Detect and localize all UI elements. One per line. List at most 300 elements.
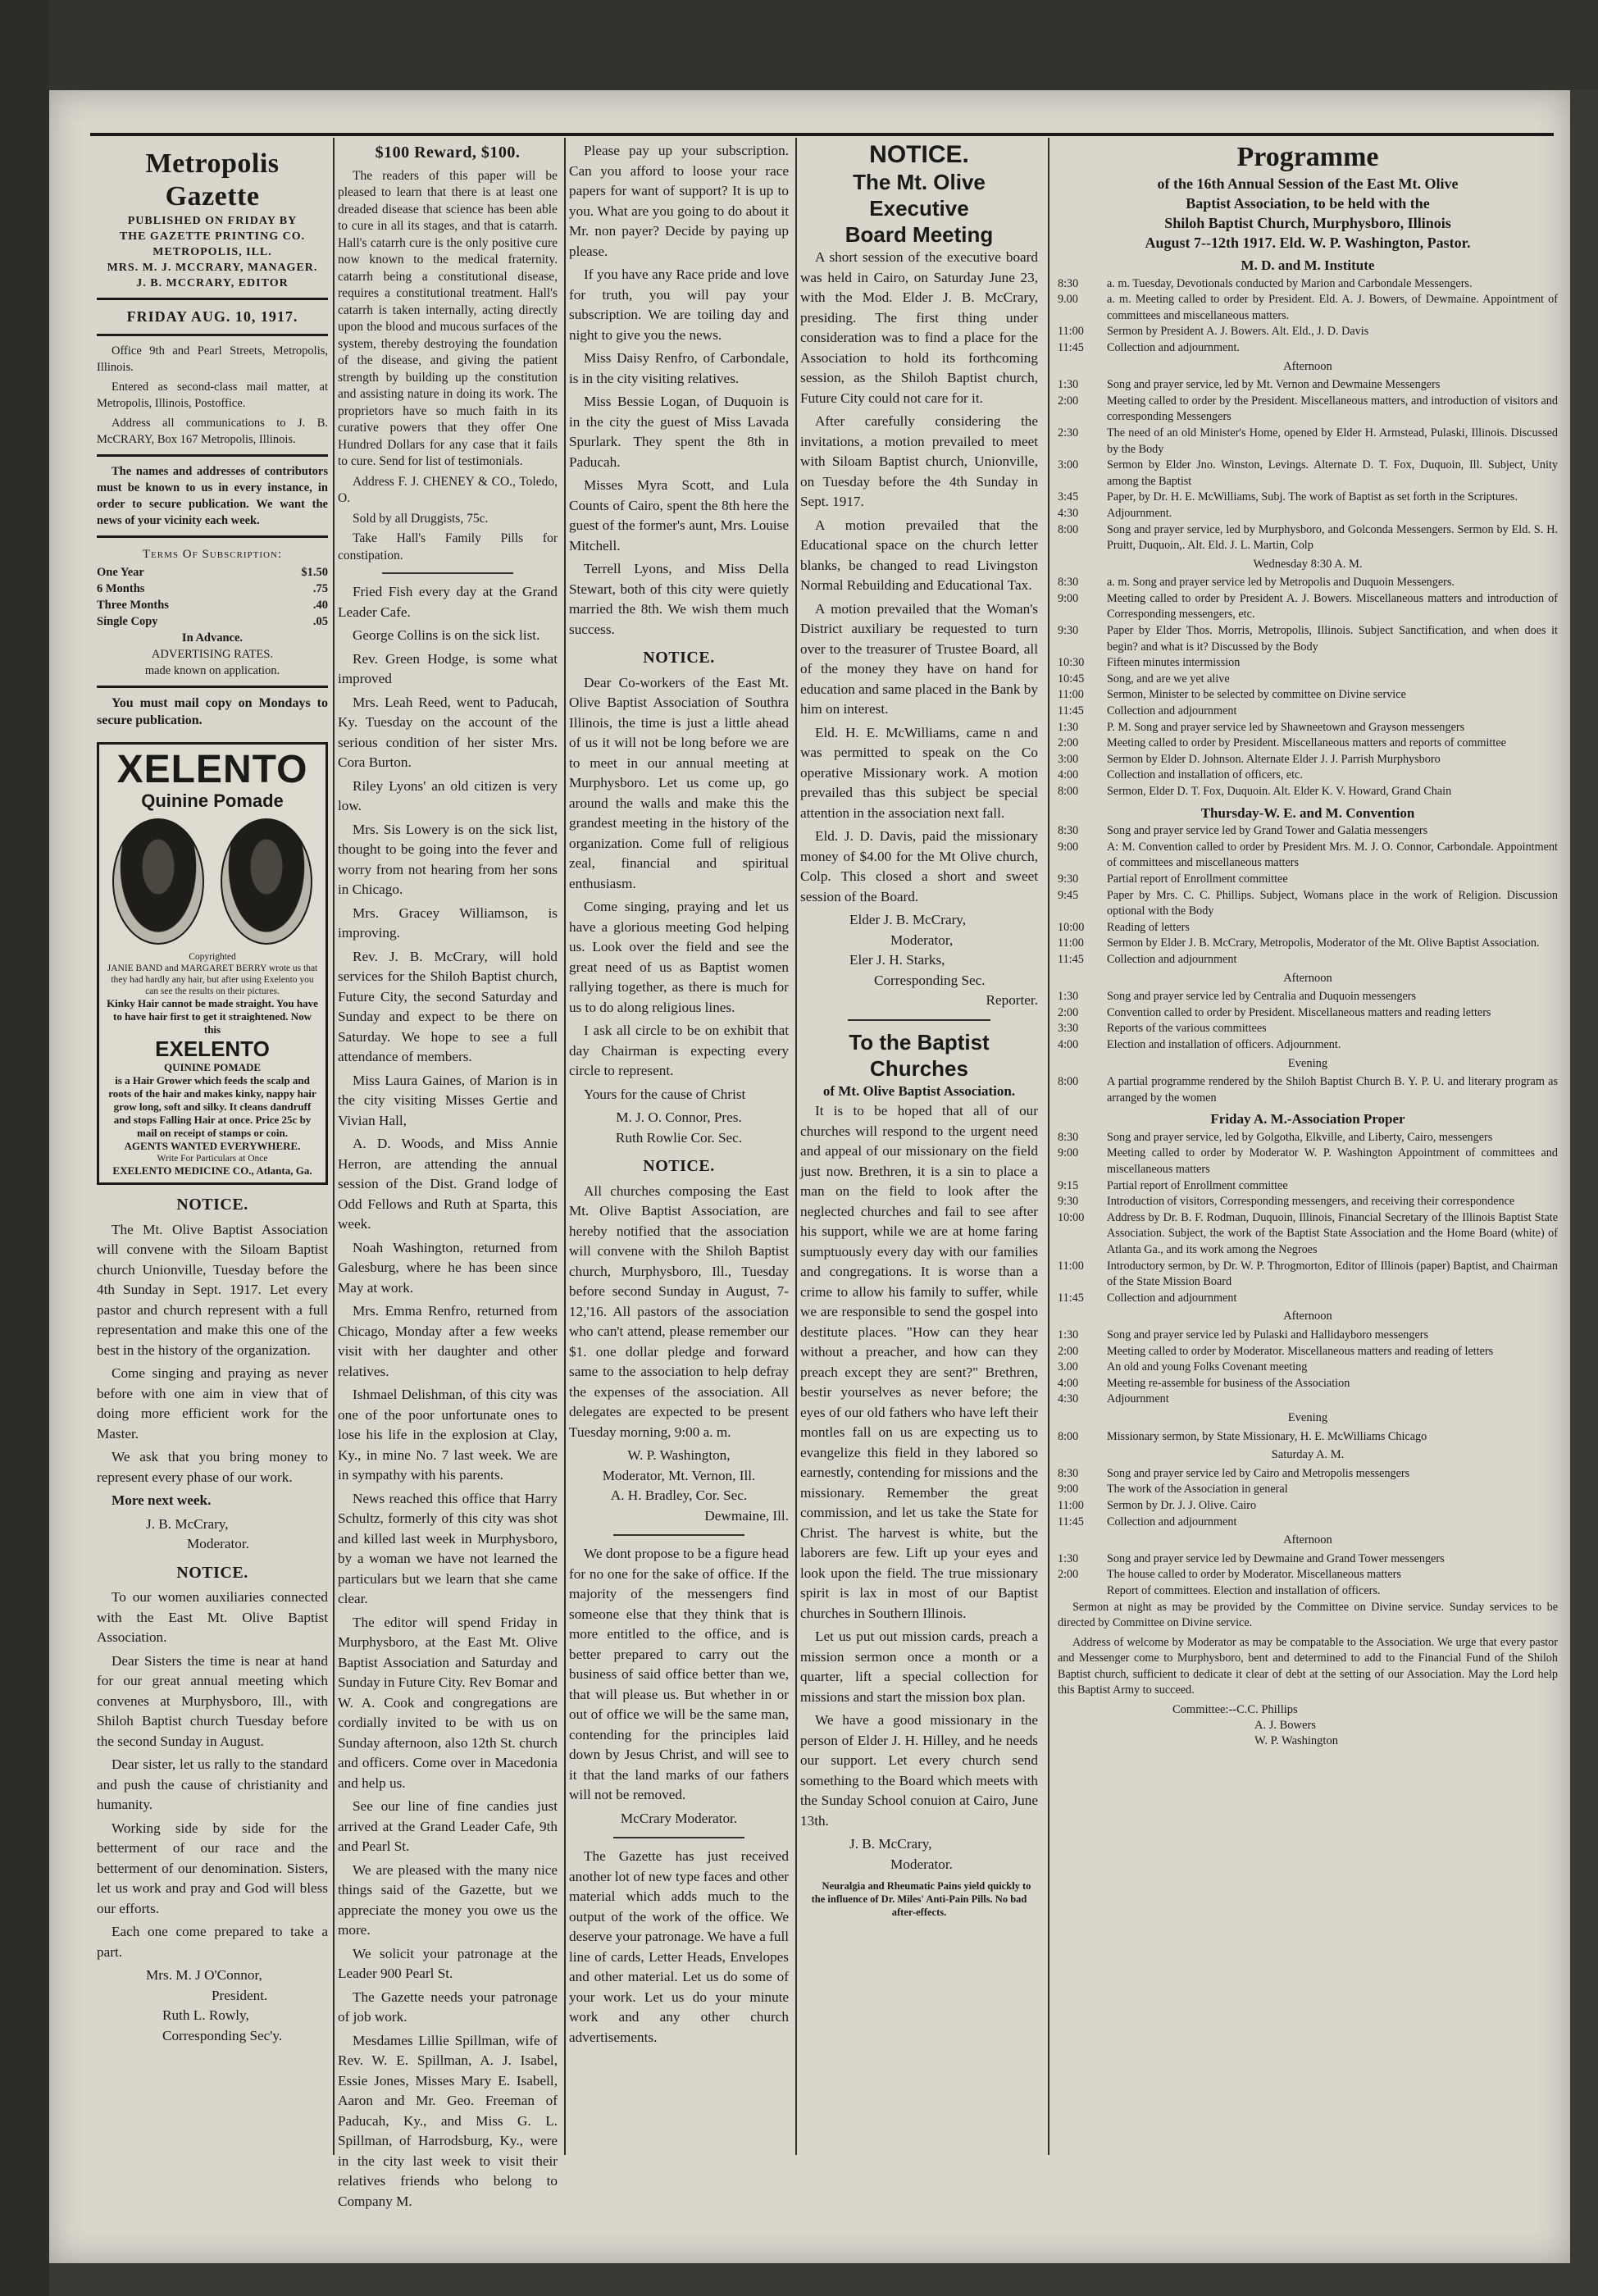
reward-body: The readers of this paper will be pleased to learn that there is at least one dreaded disease that science has been able to cure in all its stages, and that is catarrh. Hall's catarrh cure is the only positive cure now known to the medical fraternity. catarrh being a constitutional disease, requires a constitutional treatment. Hall's catarrh is taken internally, acting directly upon the blood and mucous surfaces of the system, thereby destroying the foundation of the disease, and giving the patient strength by building up the constitution and assisting nature in doing its work. The proprietors have so much faith in its curative powers that they offer One Hundred Dollars for any case that it fails to cure. Send for list of testimonials. xyxy=(338,168,558,468)
divider xyxy=(97,454,328,457)
local-item: Please pay up your subscription. Can you afford to loose your race papers for want of support? It is up to you. What are you going to do about it Mr. non payer? Decide by paying up please. xyxy=(569,143,789,259)
paragraph: We ask that you bring money to represent every phase of our work. xyxy=(97,1449,328,1485)
programme-subheading: Afternoon xyxy=(1283,1310,1332,1323)
signature: Ruth Rowlie Cor. Sec. xyxy=(615,1129,743,1146)
programme-time: 3.00 xyxy=(1058,1360,1078,1374)
programme-subheading: Afternoon xyxy=(1283,359,1332,373)
programme-item: Song, and are we yet alive xyxy=(1107,672,1230,686)
divider xyxy=(97,535,328,538)
paragraph: The Mt. Olive Baptist Association will convene with the Siloam Baptist church Unionville, Tuesday before the 4th Sunday in Sept. 1917. Let every pastor and church represent with a full representation and make this one of the best in the history of the organization. xyxy=(97,1221,328,1358)
ad-photos xyxy=(104,818,321,945)
programme-row xyxy=(1058,1130,1558,1146)
programme-time: 11:00 xyxy=(1058,1498,1084,1512)
programme-item: Song and prayer service, led by Golgotha, Elkville, and Liberty, Cairo, messengers xyxy=(1107,1130,1493,1144)
local-item: Rev. Green Hodge, is some what improved xyxy=(338,650,558,686)
programme-item: Sermon, Minister to be selected by committee on Divine service xyxy=(1107,688,1406,702)
programme-row xyxy=(1058,823,1558,840)
programme-row xyxy=(1058,672,1558,688)
programme-time: 4:00 xyxy=(1058,1037,1079,1051)
programme-subheading: Afternoon xyxy=(1283,971,1332,985)
programme-row xyxy=(1058,340,1558,357)
programme-time: 3:45 xyxy=(1058,490,1079,504)
ad-body: is a Hair Grower which feeds the scalp and roots of the hair and makes kinky, nappy hair grow long, soft and silky. It cleans dandruff and stops Falling Hair at once. Price 25c by mail on receipt of stamps or coin. xyxy=(108,1074,316,1139)
programme-time: 1:30 xyxy=(1058,378,1079,392)
programme-time: 3:00 xyxy=(1058,752,1079,766)
reward-heading: $100 Reward, $100. xyxy=(375,144,521,162)
divider xyxy=(97,686,328,688)
local-item: Miss Daisy Renfro, of Carbondale, is in the city visiting relatives. xyxy=(569,350,789,386)
masthead-line: PUBLISHED ON FRIDAY BY xyxy=(127,215,298,227)
local-item: Mrs. Leah Reed, went to Paducah, Ky. Tuesday on the account of the serious condition of her sister Mrs. Cora Burton. xyxy=(338,694,558,770)
programme-row xyxy=(1058,506,1558,522)
paragraph: Dear Sisters the time is near at hand for our great annual meeting which convenes at Murphysboro, Ill., with Shiloh Baptist church Tuesday before the second Sunday in August. xyxy=(97,1652,328,1749)
programme-time: 8:00 xyxy=(1058,1075,1079,1089)
programme-time: 11:45 xyxy=(1058,340,1084,354)
programme-item: Sermon by Elder Jno. Winston, Levings. Alternate D. T. Fox, Duquoin, Ill. Subject, Unity among the Baptist xyxy=(1107,458,1558,488)
signature: Moderator. xyxy=(187,1536,249,1551)
paragraph: Come singing, praying and let us have a glorious meeting God helping us. Look over the field and see the great need of us as Baptist women rallying together, as there is much for us to do along religious lines. xyxy=(569,899,789,1015)
programme-column xyxy=(1058,141,1558,1749)
column-4 xyxy=(800,141,1038,1922)
paragraph: Eld. H. E. McWilliams, came n and was permitted to speak on the Co operative Missionary work. A motion prevailed thas this subject be special attention in the association next fall. xyxy=(800,724,1038,821)
programme-item: Sermon by Elder J. B. McCrary, Metropolis, Moderator of the Mt. Olive Baptist Association. xyxy=(1107,936,1540,950)
ad-brand: EXELENTO xyxy=(155,1036,270,1061)
programme-subheading: Wednesday 8:30 A. M. xyxy=(1253,557,1363,571)
office-notice: Office 9th and Pearl Streets, Metropolis, Illinois. xyxy=(97,344,328,374)
signature: M. J. O. Connor, Pres. xyxy=(616,1109,742,1125)
programme-row xyxy=(1058,1551,1558,1568)
signature: Elder J. B. McCrary, xyxy=(849,912,967,927)
programme-item: Meeting called to order by Moderator W. P. Washington Appointment of committees and miscellaneous matters xyxy=(1107,1146,1558,1177)
programme-row xyxy=(1058,1074,1558,1106)
programme-time: 9:30 xyxy=(1058,1195,1079,1209)
masthead-line: METROPOLIS, ILL. xyxy=(153,246,272,258)
programme-subtitle: Baptist Association, to be held with the xyxy=(1186,195,1430,212)
programme-row xyxy=(1058,1210,1558,1259)
programme-row xyxy=(1058,872,1558,888)
local-item: Mrs. Emma Renfro, returned from Chicago, Monday after a few weeks visit with her daughter and other relatives. xyxy=(338,1303,558,1379)
programme-row xyxy=(1058,952,1558,968)
ad-copyright: Copyrighted xyxy=(189,952,236,962)
programme-row xyxy=(1058,1498,1558,1515)
programme-time: 11:45 xyxy=(1058,704,1084,718)
paragraph: The Gazette has just received another lot of new type faces and other material which adds much to the output of the work of the office. We deserve your patronage. We have a full line of cards, Letter Heads, Envelopes and other material. Let us do some of your work. Let us do your minute work and any other church advertisements. xyxy=(569,1848,789,2045)
ad-write: Write For Particulars at Once xyxy=(157,1154,268,1164)
local-item: We solicit your patronage at the Leader 900 Pearl St. xyxy=(338,1945,558,1981)
programme-subtitle: August 7--12th 1917. Eld. W. P. Washington, Pastor. xyxy=(1145,235,1471,251)
portrait-image xyxy=(112,818,204,945)
programme-item: Sermon, Elder D. T. Fox, Duquoin. Alt. Elder K. V. Howard, Grand Chain xyxy=(1107,785,1452,798)
programme-row xyxy=(1058,575,1558,591)
programme-row xyxy=(1058,276,1558,293)
paragraph: I ask all circle to be on exhibit that day Chairman is expecting every circle to represent. xyxy=(569,1023,789,1078)
programme-time: 1:30 xyxy=(1058,990,1079,1004)
programme-row xyxy=(1058,736,1558,752)
application-note: made known on application. xyxy=(144,664,280,677)
paragraph: Dear Co-workers of the East Mt. Olive Baptist Association of Southra Illinois, the time is just a little ahead of us it will not be long before we are to meet in our annual meeting at Murphysboro. Let us come up, go around the walls and make this the grandest meeting in the history of the organization. Come full of religious zeal, financial and spiritual enthusiasm. xyxy=(569,674,789,891)
terms-row: Single Copy .05 xyxy=(97,615,328,628)
programme-time: 4:30 xyxy=(1058,506,1079,520)
programme-item: Collection and adjournment xyxy=(1107,704,1237,718)
notice-heading: NOTICE. xyxy=(643,1157,715,1175)
programme-row xyxy=(1058,522,1558,554)
programme-item: Partial report of Enrollment committee xyxy=(1107,872,1288,886)
article-heading: To the Baptist Churches xyxy=(849,1029,990,1081)
column-rule xyxy=(333,138,335,2155)
programme-item: Meeting called to order by the President. Miscellaneous matters, and introduction of visitors and corresponding Messengers xyxy=(1107,394,1558,424)
paragraph: A short session of the executive board was held in Cairo, on Saturday June 23, with the Mod. Elder J. B. McCrary, presiding. The first thing under consideration was to find a place for the Association to hold its forthcoming session, as the Shiloh Baptist church, Future City could not care for it. xyxy=(800,249,1038,406)
mail-copy-notice: You must mail copy on Mondays to secure publication. xyxy=(97,696,328,727)
programme-time: 9:30 xyxy=(1058,624,1079,638)
programme-time: 9:15 xyxy=(1058,1178,1079,1192)
programme-time: 9:00 xyxy=(1058,1146,1079,1160)
programme-time: 10:30 xyxy=(1058,656,1085,670)
programme-item: Song and prayer service led by Pulaski and Hallidayboro messengers xyxy=(1107,1328,1429,1342)
programme-time: 1:30 xyxy=(1058,1328,1079,1342)
local-item: Fried Fish every day at the Grand Leader Cafe. xyxy=(338,584,558,620)
programme-row xyxy=(1058,768,1558,784)
divider xyxy=(382,572,514,574)
ad-caption: JANIE BAND and MARGARET BERRY wrote us that they had hardly any hair, but after using Exelento you can see the results on their pictures. xyxy=(107,963,318,996)
programme-row xyxy=(1058,784,1558,800)
programme-time: 3:30 xyxy=(1058,1022,1079,1036)
masthead-title: Metropolis Gazette xyxy=(145,148,280,212)
local-item: Terrell Lyons, and Miss Della Stewart, both of this city were quietly married the 8th. We wish them much success. xyxy=(569,561,789,637)
programme-item: Song and prayer service led by Dewmaine and Grand Tower messengers xyxy=(1107,1551,1445,1565)
programme-time: 10:00 xyxy=(1058,1210,1085,1224)
programme-row xyxy=(1058,377,1558,394)
signature: Dewmaine, Ill. xyxy=(704,1507,789,1524)
programme-time: 4:00 xyxy=(1058,1376,1079,1390)
top-rule xyxy=(90,133,1554,136)
contributors-notice: The names and addresses of contributors must be known to us in every instance, in order to secure publication. We want the news of your vicinity each week. xyxy=(97,464,328,527)
programme-item: Meeting called to order by President. Miscellaneous matters and reports of committee xyxy=(1107,736,1506,750)
programme-item: Song and prayer service, led by Mt. Vernon and Dewmaine Messengers xyxy=(1107,378,1441,392)
advance-note: In Advance. xyxy=(181,631,244,645)
scan-top-edge xyxy=(0,0,1598,90)
divider xyxy=(848,1019,990,1021)
signature: Ruth L. Rowly, xyxy=(162,2007,249,2023)
programme-item: a. m. Meeting called to order by President. Eld. A. J. Bowers, of Dewmaine. Appointment of committees and miscellaneous matters. xyxy=(1107,293,1558,322)
programme-time: 11:45 xyxy=(1058,1515,1084,1528)
programme-row xyxy=(1058,1482,1558,1498)
programme-row xyxy=(1058,1466,1558,1483)
programme-section-heading: Thursday-W. E. and M. Convention xyxy=(1200,804,1415,821)
programme-row xyxy=(1058,1376,1558,1392)
programme-item: Collection and adjournment xyxy=(1107,1515,1237,1528)
programme-item: Song and prayer service, led by Murphysboro, and Golconda Messengers. Sermon by Eld. S. H. Pruitt, Duquoin,. Alt. Eld. J. L. Martin, Colp xyxy=(1107,522,1558,553)
programme-item: Adjournment. xyxy=(1107,506,1172,520)
local-item: The editor will spend Friday in Murphysboro, at the East Mt. Olive Baptist Association and Saturday and Sunday in Future City. Rev Bomar and W. A. Cook and congregations are cordially invited to be with us on Sunday afternoon, also 12th St. church and officers. Come over in Macedonia and help us. xyxy=(338,1614,558,1791)
programme-row xyxy=(1058,888,1558,920)
programme-time: 9:30 xyxy=(1058,872,1079,886)
programme-row xyxy=(1058,936,1558,952)
local-item: Riley Lyons' an old citizen is very low. xyxy=(338,777,558,813)
local-item: Rev. J. B. McCrary, will hold services for the Shiloh Baptist church, Future City, the second Saturday and Sunday and expect to be there on Saturday. We hope to see a full attendance of members. xyxy=(338,948,558,1064)
column-rule xyxy=(564,138,566,2155)
article-heading: The Mt. Olive Executive xyxy=(853,170,986,221)
programme-row xyxy=(1058,989,1558,1005)
programme-row xyxy=(1058,1005,1558,1022)
signature: McCrary Moderator. xyxy=(620,1810,738,1826)
programme-item: Sermon by Dr. J. J. Olive. Cairo xyxy=(1107,1498,1257,1512)
signature: Corresponding Sec. xyxy=(874,972,986,988)
paragraph: Each one come prepared to take a part. xyxy=(97,1924,328,1960)
programme-row xyxy=(1058,490,1558,506)
divider xyxy=(97,298,328,300)
local-item: If you have any Race pride and love for truth, you will pay your subscription. We are toiling day and night to give you the news. xyxy=(569,266,789,343)
local-item: Mrs. Sis Lowery is on the sick list, thought to be going into the fever and worry from not hearing from her sons in Chicago. xyxy=(338,821,558,897)
programme-item: Convention called to order by President. Miscellaneous matters and reading letters xyxy=(1107,1005,1491,1019)
ad-title: XELENTO xyxy=(116,748,308,791)
programme-item: Paper by Elder Thos. Morris, Metropolis, Illinois. Subject Sanctification, and when does it begin? and what is it? Discussed by the Body xyxy=(1107,624,1558,654)
programme-item: A partial programme rendered by the Shiloh Baptist Church B. Y. P. U. and literary program as arranged by the women xyxy=(1107,1075,1558,1105)
programme-item: Collection and adjournment xyxy=(1107,1291,1237,1305)
signature: Mrs. M. J O'Connor, xyxy=(146,1967,262,1983)
programme-time: 11:45 xyxy=(1058,952,1084,966)
programme-row xyxy=(1058,920,1558,936)
programme-time: 11:00 xyxy=(1058,325,1084,339)
programme-row xyxy=(1058,1178,1558,1195)
programme-row xyxy=(1058,720,1558,736)
signature: W. P. Washington, xyxy=(627,1447,731,1463)
pill-advertisement: Neuralgia and Rheumatic Pains yield quickly to the influence of Dr. Miles' Anti-Pain Pills. No bad after-effects. xyxy=(811,1880,1031,1918)
programme-time: 11:00 xyxy=(1058,936,1084,950)
programme-row xyxy=(1058,687,1558,704)
programme-time: 9:00 xyxy=(1058,1483,1079,1496)
signature: J. B. McCrary, xyxy=(146,1515,229,1532)
programme-section-heading: Friday A. M.-Association Proper xyxy=(1210,1111,1405,1128)
xelento-advertisement xyxy=(97,742,328,1185)
programme-item: Collection and installation of officers, etc. xyxy=(1107,768,1303,782)
programme-sections xyxy=(1058,257,1558,1600)
programme-row xyxy=(1058,655,1558,672)
ad-line: Kinky Hair cannot be made straight. You have to have hair first to get it straightened. Now this xyxy=(107,997,318,1036)
programme-item: Introduction of visitors, Corresponding messengers, and receiving their correspondence xyxy=(1107,1195,1515,1209)
signature: Moderator. xyxy=(890,1856,953,1872)
programme-item: The need of an old Minister's Home, opened by Elder H. Armstead, Pulaski, Illinois. Discussed by the Body xyxy=(1107,426,1558,456)
programme-item: Paper, by Dr. H. E. McWilliams, Subj. The work of Baptist as set forth in the Scriptures. xyxy=(1107,490,1518,504)
committee-signature: A. J. Bowers xyxy=(1254,1719,1316,1733)
entered-notice: Entered as second-class mail matter, at Metropolis, Illinois, Postoffice. xyxy=(97,380,328,410)
programme-time: 2:00 xyxy=(1058,1005,1079,1019)
local-item: See our line of fine candies just arrived at the Grand Leader Cafe, 9th and Pearl St. xyxy=(338,1798,558,1854)
masthead-line: MRS. M. J. MCCRARY, MANAGER. xyxy=(107,262,318,274)
programme-item: Song and prayer service led by Grand Tower and Galatia messengers xyxy=(1107,824,1428,838)
programme-row xyxy=(1058,1583,1558,1600)
local-item: We are pleased with the many nice things said of the Gazette, but we appreciate the money you owe us the more. xyxy=(338,1861,558,1938)
scan-left-edge xyxy=(0,0,49,2296)
programme-time: 2:00 xyxy=(1058,394,1079,408)
programme-item: a. m. Tuesday, Devotionals conducted by Marion and Carbondale Messengers. xyxy=(1107,276,1473,290)
paragraph: It is to be hoped that all of our churches will respond to the urgent need and appeal of our missionary on the field just now. Brethren, it is a sin to place a man on the field to look after the neglected churches and fail to see after his support, while we are at home faring sumptuously every day with our families and congregations. It is worse than a crime to allow his family to suffer, while we are responsible to send the gospel into destitute places. "How can they hear without a preacher, and how can they preach except they are sent?" Brethren, bestir yourselves as never before; the eyes of our old fathers who have left their montles fall on us are expecting us to evangelize this field in they labored so earnestly, contending for missions and the missionary. Remember the great commission, and let us take the State for Christ. The harvest is white, but the laborers are few. Lift up your eyes and look upon the field. The true missionary spirit is lax in most of our Baptist churches in Southern Illinois. xyxy=(800,1103,1038,1621)
programme-item: Sermon by Elder D. Johnson. Alternate Elder J. J. Parrish Murphysboro xyxy=(1107,752,1441,766)
programme-time: 1:30 xyxy=(1058,720,1079,734)
programme-item: Reports of the various committees xyxy=(1107,1022,1267,1036)
terms-row: One Year $1.50 xyxy=(97,566,328,579)
programme-row xyxy=(1058,1259,1558,1291)
local-item: A. D. Woods, and Miss Annie Herron, are attending the annual session of the Dist. Grand lodge of Odd Fellows and Ruth at Sparta, this week. xyxy=(338,1136,558,1232)
programme-row xyxy=(1058,704,1558,720)
local-item: George Collins is on the sick list. xyxy=(353,627,540,643)
divider xyxy=(97,334,328,336)
programme-item: Introductory sermon, by Dr. W. P. Throgmorton, Editor of Illinois (paper) Baptist, and Chairman of the State Mission Board xyxy=(1107,1259,1558,1289)
local-item: Miss Laura Gaines, of Marion is in the city visiting Misses Gertie and Vivian Hall, xyxy=(338,1072,558,1128)
programme-time: 10:00 xyxy=(1058,920,1085,934)
paragraph: All churches composing the East Mt. Olive Baptist Association, are hereby notified that the association will convene with the Shiloh Baptist church, Murphysboro, Ill., Tuesday before second Sunday in August, 7-12,'16. All pastors of the association who can't attend, please remember our $1. one dollar pledge and forward same to the association to help defray the expenses of the association. All delegates are expected to be present Tuesday morning, 9:00 a. m. xyxy=(569,1182,789,1440)
signature: J. B. McCrary, xyxy=(849,1836,932,1852)
advertising-rates: ADVERTISING RATES. xyxy=(151,648,274,661)
programme-row xyxy=(1058,840,1558,872)
reward-pills: Take Hall's Family Pills for constipation. xyxy=(338,531,558,563)
reward-address: Address F. J. CHENEY & CO., Toledo, O. xyxy=(338,474,558,505)
programme-row xyxy=(1058,1146,1558,1178)
programme-row xyxy=(1058,623,1558,655)
local-item: Miss Bessie Logan, of Duquoin is in the city the guest of Miss Lavada Spurlark. They spent the 8th in Paducah. xyxy=(569,394,789,470)
paragraph: Come singing and praying as never before with one aim in view that of doing more efficient work for the Master. xyxy=(97,1365,328,1442)
notice-heading: NOTICE. xyxy=(643,649,715,667)
local-item: The Gazette needs your patronage of job work. xyxy=(338,1988,558,2025)
paragraph: We have a good missionary in the person of Elder J. H. Hilley, and he needs our support. Let every church send something to the Board which meets with the Sunday School conuion at Cairo, June 13th. xyxy=(800,1712,1038,1829)
programme-time: 1:30 xyxy=(1058,1551,1079,1565)
paragraph: Working side by side for the betterment of our race and the betterment of our denomination. Sisters, let us work and pray and God will bless our efforts. xyxy=(97,1820,328,1916)
terms-row: 6 Months .75 xyxy=(97,582,328,595)
programme-time: 8:30 xyxy=(1058,276,1079,290)
programme-row xyxy=(1058,591,1558,623)
programme-row xyxy=(1058,1021,1558,1037)
programme-row xyxy=(1058,458,1558,490)
reward-sold: Sold by all Druggists, 75c. xyxy=(353,511,489,526)
programme-time: 10:45 xyxy=(1058,672,1085,686)
programme-time: 4:00 xyxy=(1058,768,1079,782)
local-item: Noah Washington, returned from Galesburg, where he has been since May at work. xyxy=(338,1239,558,1296)
programme-subheading: Saturday A. M. xyxy=(1271,1448,1345,1462)
signature: Moderator, xyxy=(890,932,954,948)
programme-time: 2:30 xyxy=(1058,426,1079,440)
programme-row xyxy=(1058,1194,1558,1210)
column-1 xyxy=(97,141,328,2046)
programme-item: Meeting called to order by Moderator. Miscellaneous matters and reading of letters xyxy=(1107,1344,1494,1358)
divider xyxy=(613,1837,745,1838)
programme-item: Fifteen minutes intermission xyxy=(1107,656,1241,670)
terms-heading: Terms Of Subscription: xyxy=(142,547,283,561)
ad-brand-sub: QUININE POMADE xyxy=(163,1061,262,1073)
programme-time: 8:30 xyxy=(1058,576,1079,590)
programme-item: Meeting re-assemble for business of the Association xyxy=(1107,1376,1350,1390)
programme-subheading: Afternoon xyxy=(1283,1533,1332,1547)
paragraph: Yours for the cause of Christ xyxy=(584,1086,746,1102)
signature: President. xyxy=(212,1987,268,2003)
terms-row: Three Months .40 xyxy=(97,599,328,612)
programme-time: 8:30 xyxy=(1058,1466,1079,1480)
portrait-image xyxy=(221,818,312,945)
programme-section-heading: M. D. and M. Institute xyxy=(1241,257,1375,273)
notice-heading: NOTICE. xyxy=(176,1196,248,1214)
programme-item: Song and prayer service led by Cairo and Metropolis messengers xyxy=(1107,1466,1410,1480)
programme-item: Song and prayer service led by Centralia and Duquoin messengers xyxy=(1107,990,1417,1004)
issue-date: FRIDAY AUG. 10, 1917. xyxy=(126,308,298,325)
programme-item: Collection and adjournment xyxy=(1107,952,1237,966)
programme-time: 3:00 xyxy=(1058,458,1079,472)
local-item: Misses Myra Scott, and Lula Counts of Cairo, spent the 8th here the guest of the former's aunt, Mrs. Louise Mitchell. xyxy=(569,477,789,554)
programme-row xyxy=(1058,1392,1558,1408)
programme-time: 9:45 xyxy=(1058,888,1079,902)
programme-time: 2:00 xyxy=(1058,1568,1079,1582)
programme-time: 2:00 xyxy=(1058,1344,1079,1358)
programme-time: 9:00 xyxy=(1058,840,1079,854)
article-heading: Board Meeting xyxy=(845,222,994,247)
programme-subtitle: Shiloh Baptist Church, Murphysboro, Illinois xyxy=(1164,215,1451,231)
local-item: Mesdames Lillie Spillman, wife of Rev. W. E. Spillman, A. J. Isabel, Essie Jones, Misses Mary E. Isabell, Aaron and Mr. Geo. Freeman of Paducah, Ky., and Miss G. L. Spillman, of Harrodsburg, Ky., were in the city last week to visit their relatives friends who belong to Company M. xyxy=(338,2032,558,2209)
column-rule xyxy=(795,138,797,2155)
closing-note: Sermon at night as may be provided by the Committee on Divine service. Sunday services to be directed by Committee on Divine service. xyxy=(1058,1600,1558,1630)
masthead-line: J. B. MCCRARY, EDITOR xyxy=(136,277,289,289)
programme-row xyxy=(1058,752,1558,768)
programme-item: a. m. Song and prayer service led by Metropolis and Duquoin Messengers. xyxy=(1107,576,1455,590)
programme-item: Reading of letters xyxy=(1107,920,1190,934)
programme-item: The work of the Association in general xyxy=(1107,1483,1288,1496)
programme-time: 8:00 xyxy=(1058,522,1079,536)
programme-item: Sermon by President A. J. Bowers. Alt. Eld., J. D. Davis xyxy=(1107,325,1369,339)
programme-time: 8:30 xyxy=(1058,824,1079,838)
article-subheading: of Mt. Olive Baptist Association. xyxy=(822,1082,1016,1099)
programme-subheading: Evening xyxy=(1287,1410,1328,1424)
programme-row xyxy=(1058,1037,1558,1054)
programme-item: Election and installation of officers. Adjournment. xyxy=(1107,1037,1341,1051)
paragraph: After carefully considering the invitations, a motion prevailed to meet with Siloam Baptist church, Unionville, on Tuesday before the 4th Sunday in Sept. 1917. xyxy=(800,413,1038,509)
programme-row xyxy=(1058,394,1558,426)
programme-time: 4:30 xyxy=(1058,1392,1079,1406)
ad-company: EXELENTO MEDICINE CO., Atlanta, Ga. xyxy=(112,1164,312,1177)
paragraph: To our women auxiliaries connected with the East Mt. Olive Baptist Association. xyxy=(97,1589,328,1645)
programme-time: 9:00 xyxy=(1058,591,1079,605)
closing-note: Address of welcome by Moderator as may be compatable to the Association. We urge that every pastor and Messenger come to Murphysboro, bent and determined to add to the Financial Fund of the Shiloh Baptist church, sufficient to dedicate it clear of debt at the setting of our Association. May the Lord help this Baptist Army to succeed. xyxy=(1058,1635,1558,1697)
programme-time: 11:00 xyxy=(1058,688,1084,702)
committee-signature: W. P. Washington xyxy=(1254,1734,1338,1748)
programme-time: 11:00 xyxy=(1058,1259,1084,1273)
signature: Corresponding Sec'y. xyxy=(162,2027,283,2043)
programme-time: 8:00 xyxy=(1058,1429,1079,1443)
programme-time: 11:45 xyxy=(1058,1291,1084,1305)
programme-item: P. M. Song and prayer service led by Shawneetown and Grayson messengers xyxy=(1107,720,1465,734)
programme-item: The house called to order by Moderator. Miscellaneous matters xyxy=(1107,1568,1401,1582)
programme-item: Adjournment xyxy=(1107,1392,1169,1406)
local-item: News reached this office that Harry Schultz, formerly of this city was shot and killed last week in Murphysboro, by a woman we have not learned the particulars but we learn that she came clear. xyxy=(338,1490,558,1606)
programme-subtitle: of the 16th Annual Session of the East Mt. Olive xyxy=(1157,175,1459,192)
programme-row xyxy=(1058,1291,1558,1307)
programme-row xyxy=(1058,324,1558,340)
programme-item: Paper by Mrs. C. C. Phillips. Subject, Womans place in the work of Religion. Discussion optional with the Body xyxy=(1107,888,1558,918)
programme-item: Collection and adjournment. xyxy=(1107,340,1240,354)
programme-item: A: M. Convention called to order by President Mrs. M. J. O. Connor, Carbondale. Appointment of committees and miscellaneous matters xyxy=(1107,840,1558,870)
programme-row xyxy=(1058,1344,1558,1360)
masthead-line: THE GAZETTE PRINTING CO. xyxy=(119,230,306,243)
programme-item: Address by Dr. B. F. Rodman, Duquoin, Illinois, Financial Secretary of the Illinois Baptist State Association. Subject, the work of the Baptist State Association and the Home Board (white) of Atlanta Ga., and its work among the Negroes xyxy=(1107,1210,1558,1257)
programme-item: Report of committees. Election and installation of officers. xyxy=(1107,1583,1381,1597)
signature: Reporter. xyxy=(986,992,1038,1008)
local-item: Mrs. Gracey Williamson, is improving. xyxy=(338,904,558,941)
column-2 xyxy=(338,141,558,2215)
programme-item: Missionary sermon, by State Missionary, H. E. McWilliams Chicago xyxy=(1107,1429,1427,1443)
paragraph: Dear sister, let us rally to the standard and push the cause of christianity and humanity. xyxy=(97,1756,328,1812)
paragraph: A motion prevailed that the Woman's District auxiliary be requested to turn over to the treasurer of Trustee Board, all of the money they have on hand for education and same placed in the Bank by him on interest. xyxy=(800,600,1038,717)
programme-row xyxy=(1058,1360,1558,1376)
paragraph: Let us put out mission cards, preach a mission sermon once a month or a quarter, lift a special collection for missions and start the mission box plan. xyxy=(800,1629,1038,1705)
programme-item: An old and young Folks Covenant meeting xyxy=(1107,1360,1308,1374)
signature: Moderator, Mt. Vernon, Ill. xyxy=(602,1467,756,1483)
column-3 xyxy=(569,141,789,2051)
ad-subtitle: Quinine Pomade xyxy=(141,790,284,811)
